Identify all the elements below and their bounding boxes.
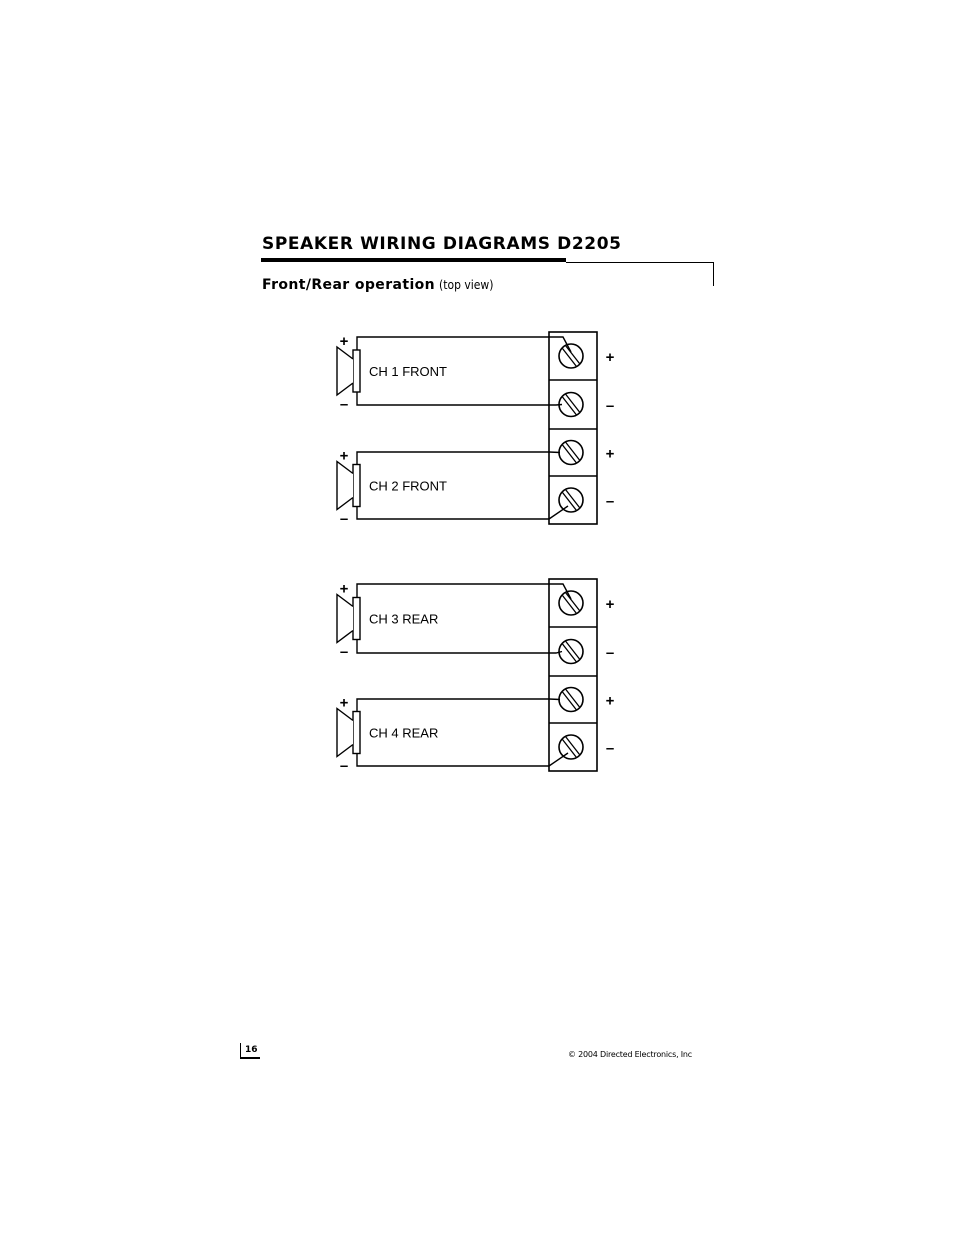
speaker-plus-label: + <box>339 333 349 350</box>
screw-head <box>559 591 583 615</box>
section-heading-text: Front/Rear operation <box>262 277 436 293</box>
speaker-channel-label: CH 4 REAR <box>369 725 439 741</box>
screw-head <box>559 640 583 664</box>
screw-head <box>559 393 583 417</box>
positive-wire <box>357 337 571 352</box>
terminal-polarity-label: + <box>605 445 615 463</box>
speaker-minus-label: – <box>339 757 349 775</box>
speaker-channel-label: CH 1 FRONT <box>369 364 447 379</box>
speaker-minus-label: – <box>339 643 349 661</box>
terminal-screw-icon <box>559 441 583 465</box>
terminal-screw-icon <box>559 591 583 615</box>
terminal-polarity-label: – <box>605 493 615 510</box>
terminal-screw-icon <box>559 688 583 712</box>
terminal-polarity-label: + <box>605 349 615 366</box>
speaker-magnet <box>353 350 360 392</box>
speaker-cone <box>337 595 353 643</box>
screw-head <box>559 488 583 512</box>
screw-head <box>559 688 583 712</box>
terminal-polarity-label: – <box>605 644 615 662</box>
section-heading-note: (top view) <box>439 278 494 292</box>
speaker-channel <box>337 695 568 775</box>
terminal-polarity-label: + <box>605 692 615 710</box>
speaker-plus-label: + <box>339 580 349 598</box>
screw-head <box>559 735 583 759</box>
terminal-polarity-label: + <box>605 596 615 613</box>
speaker-icon <box>337 462 360 510</box>
speaker-channel <box>337 448 568 528</box>
speaker-minus-label: – <box>339 396 349 413</box>
speaker-channel-label: CH 2 FRONT <box>369 478 447 494</box>
page-number: 16 <box>245 1045 258 1055</box>
terminal-block <box>549 579 615 771</box>
speaker-magnet <box>353 598 360 640</box>
terminal-block <box>549 332 615 524</box>
speaker-magnet <box>353 712 360 754</box>
page-number-underline <box>240 1057 260 1059</box>
negative-wire <box>357 506 568 519</box>
speaker-icon <box>337 595 360 643</box>
speaker-channel <box>337 581 571 661</box>
terminal-screw-icon <box>559 344 583 368</box>
speaker-channel <box>337 333 571 413</box>
page-number-tick <box>240 1043 241 1057</box>
terminal-screw-icon <box>559 735 583 759</box>
copyright-notice: © 2004 Directed Electronics, Inc <box>567 1050 692 1059</box>
negative-wire <box>357 392 562 405</box>
terminal-screw-icon <box>559 640 583 664</box>
speaker-icon <box>337 347 360 395</box>
speaker-cone <box>337 462 353 510</box>
speaker-plus-label: + <box>339 447 349 465</box>
positive-wire <box>357 699 560 712</box>
terminal-screw-icon <box>559 393 583 417</box>
negative-wire <box>357 753 568 766</box>
screw-head <box>559 344 583 368</box>
positive-wire <box>357 584 571 599</box>
positive-wire <box>357 452 560 465</box>
page-title: SPEAKER WIRING DIAGRAMS D2205 <box>262 234 622 254</box>
negative-wire <box>357 640 562 654</box>
speaker-plus-label: + <box>339 694 349 712</box>
terminal-polarity-label: – <box>605 740 615 757</box>
speaker-channel-label: CH 3 REAR <box>369 611 439 627</box>
speaker-icon <box>337 709 360 757</box>
terminal-polarity-label: – <box>605 397 615 415</box>
speaker-cone <box>337 709 353 757</box>
speaker-magnet <box>353 465 360 507</box>
speaker-cone <box>337 347 353 395</box>
screw-head <box>559 441 583 465</box>
speaker-minus-label: – <box>339 510 349 528</box>
terminal-screw-icon <box>559 488 583 512</box>
